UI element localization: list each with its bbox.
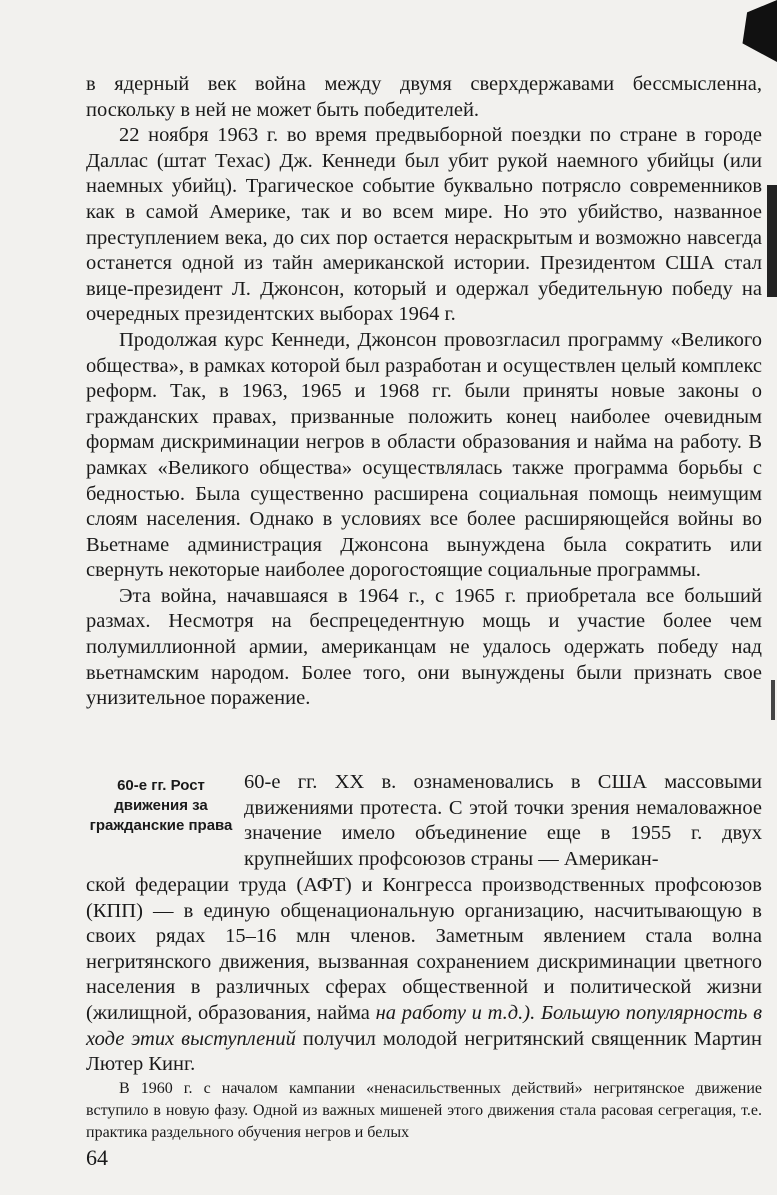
page-number: 64 [86, 1145, 108, 1170]
paragraph-2: 22 ноября 1963 г. во время предвыборной поездки по стране в городе Даллас (штат Техас) Дж. Кеннеди был убит рукой наемного убийцы (или наемных убийц). Трагическое событие буквально потрясло современников как в самой Америке, так и во всем мире. Но это убийство, названное преступлением века, до сих пор остается нераскрытым и возможно навсегда останется одной из тайн американской истории. Президентом США стал вице-президент Л. Джонсон, который и одержал убедительную победу на очередных президентских выборах 1964 г. [86, 124, 762, 326]
continuation-plain: ской федерации труда (АФТ) и Конгресса производственных профсоюзов (КПП) — в единую общенациональную организацию, насчитывающую в своих рядах 15–16 млн членов. Заметным явлением стала волна негритянского движения, вызванная сохранением дискриминации цветного населения в различных сферах общественной и политической жизни (жилищной, образования, найма [86, 874, 762, 1024]
continuation-end: получил молодой негритянский священник Мартин Лютер Кинг. [86, 1027, 763, 1076]
paragraph-4: Эта война, начавшаяся в 1964 г., с 1965 г. приобретала все больший размах. Несмотря на беспрецедентную мощь и участие более чем полумиллионной армии, американцам не удалось одержать победу над вьетнамским народом. Более того, они вынуждены были признать свое унизительное поражение. [86, 584, 762, 710]
paragraph-1: в ядерный век война между двумя сверхдержавами бессмысленна, поскольку в ней не может быть победителей. [86, 73, 762, 121]
side-heading: 60-е гг. Рост движения за гражданские права [89, 777, 233, 834]
main-text-block [86, 72, 762, 712]
scan-edge-mark [767, 185, 777, 297]
scan-corner-mark [731, 0, 777, 62]
small-print-paragraph: В 1960 г. с началом кампании «ненасильственных действий» негритянское движение вступило в новую фазу. Одной из важных мишеней этого движения стала расовая сегрегация, т.е. практика раздельного обучения негров и белых [86, 1080, 762, 1141]
paragraph-3: Продолжая курс Кеннеди, Джонсон провозгласил программу «Великого общества», в рамках которой был разработан и осуществлен целый комплекс реформ. Так, в 1963, 1965 и 1968 гг. были приняты новые законы о гражданских правах, призванные положить конец наиболее очевидным формам дискриминации негров в области образования и найма на работу. В рамках «Великого общества» осуществлялась также программа борьбы с бедностью. Была существенно расширена социальная помощь неимущим слоям населения. Однако в условиях все более расширяющейся войны во Вьетнаме администрация Джонсона вынуждена была сократить или свернуть некоторые наиболее дорогостоящие социальные программы. [86, 328, 762, 582]
section-side-text: 60-е гг. XX в. ознаменовались в США массовыми движениями протеста. С этой точки зрения немаловажное значение имело объединение еще в 1955 г. двух крупнейших профсоюзов страны — Американ- [244, 771, 762, 870]
section-continuation [86, 873, 762, 1078]
continuation-italic: на работу и т.д.). Большую популярность в ходе этих выступлений [86, 1001, 762, 1050]
scan-edge-mark-small [771, 680, 775, 720]
